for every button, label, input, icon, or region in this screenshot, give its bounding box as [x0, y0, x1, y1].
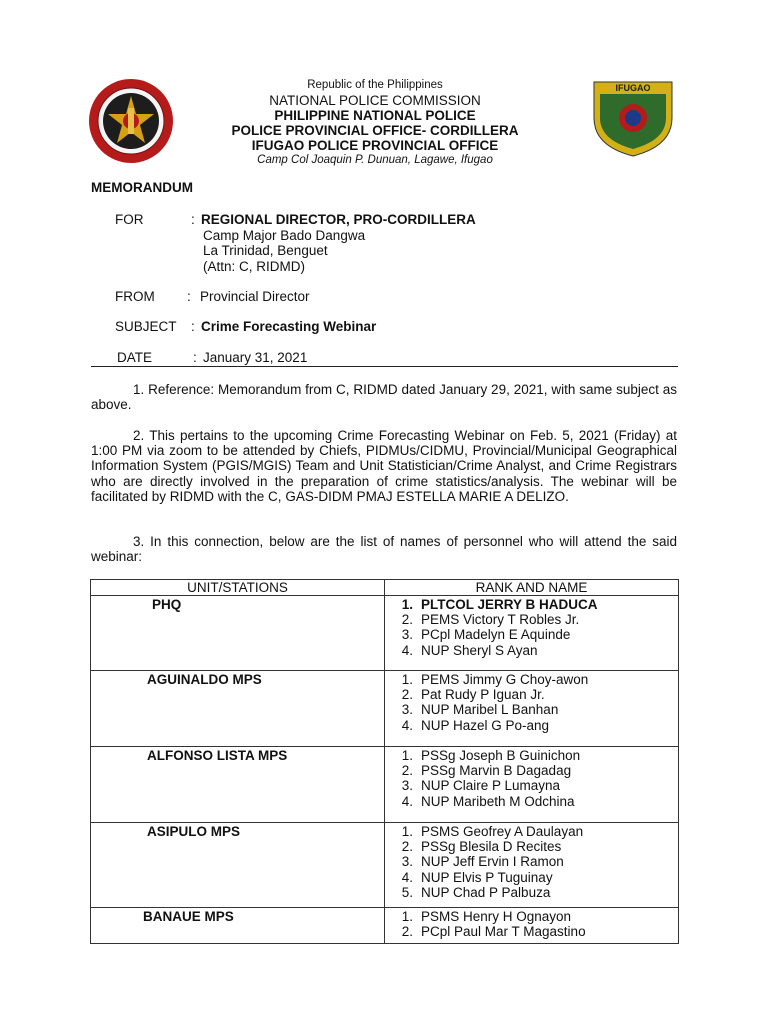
letterhead-address: Camp Col Joaquin P. Dunuan, Lagawe, Ifugao: [257, 154, 493, 166]
table-header-row: [91, 580, 679, 596]
list-item: 2. PCpl Paul Mar T Magastino: [401, 924, 586, 940]
letterhead: [180, 78, 570, 168]
for-address-line1: Camp Major Bado Dangwa: [203, 227, 366, 243]
date-colon: :: [193, 350, 197, 365]
table-row: [91, 596, 679, 671]
paragraph-webinar: [91, 428, 677, 504]
list-item: 2. PSSg Marvin B Dagadag: [401, 763, 572, 779]
unit-name: PHQ: [152, 597, 182, 612]
header-divider: [91, 366, 678, 367]
for-label: FOR: [115, 212, 144, 227]
svg-text:IFUGAO: IFUGAO: [615, 83, 651, 93]
letterhead-pnp: PHILIPPINE NATIONAL POLICE: [274, 108, 476, 123]
list-item: 3. NUP Jeff Ervin I Ramon: [401, 854, 564, 870]
from-value: Provincial Director: [200, 289, 310, 304]
paragraph-reference: [91, 382, 677, 412]
personnel-list: [385, 908, 678, 939]
list-item: 1. PSMS Henry H Ognayon: [401, 909, 572, 924]
list-item: 3. NUP Claire P Lumayna: [401, 778, 561, 794]
paragraph-reference-text: 1. Reference: Memorandum from C, RIDMD dated January 29, 2021, with same subject as above.: [91, 382, 677, 413]
for-colon: :: [191, 212, 195, 227]
letterhead-ifugao-ppo: IFUGAO POLICE PROVINCIAL OFFICE: [251, 138, 499, 153]
table-row: [91, 823, 679, 908]
personnel-list: [385, 823, 678, 900]
ifugao-shield-icon: [590, 78, 676, 158]
table-row: [91, 908, 679, 944]
personnel-table: [90, 579, 679, 944]
list-item: 4. NUP Sheryl S Ayan: [401, 642, 538, 658]
list-item: 4. NUP Hazel G Po-ang: [401, 717, 550, 733]
for-recipient: REGIONAL DIRECTOR, PRO-CORDILLERA: [201, 212, 476, 227]
paragraph-connection-text: 3. In this connection, below are the list of names of personnel who will attend the said webinar:: [91, 534, 677, 565]
subject-label: SUBJECT: [115, 319, 177, 334]
list-item: 2. PSSg Blesila D Recites: [401, 839, 562, 855]
list-item: 1. PSSg Joseph B Guinichon: [401, 748, 581, 763]
unit-name: ASIPULO MPS: [147, 824, 241, 839]
letterhead-ppo-cordillera: POLICE PROVINCIAL OFFICE- CORDILLERA: [231, 123, 519, 138]
paragraph-webinar-text: 2. This pertains to the upcoming Crime Forecasting Webinar on Feb. 5, 2021 (Friday) at 1:00 PM via zoom to be attended by Chiefs, PIDMUs/CIDMU, Provincial/Municipal Geographical Information System (PGIS/MGIS) Team and Unit Statistician/Crime Analyst, and Crime Registrars who are directly involved in the preparation of crime statistics/analysis. The webinar will be facilitated by RIDMD with the C, GAS-DIDM PMAJ ESTELLA MARIE A DELIZO.: [91, 428, 677, 504]
personnel-list: [385, 671, 678, 733]
for-address-line2: La Trinidad, Benguet: [203, 243, 328, 258]
subject-value: Crime Forecasting Webinar: [201, 319, 377, 334]
memo-title: MEMORANDUM: [91, 180, 193, 195]
table-row: [91, 671, 679, 747]
list-item: 2. Pat Rudy P Iguan Jr.: [401, 687, 545, 703]
unit-name: BANAUE MPS: [143, 909, 234, 924]
unit-name: AGUINALDO MPS: [147, 672, 262, 687]
list-item: 2. PEMS Victory T Robles Jr.: [401, 612, 580, 628]
letterhead-republic: Republic of the Philippines: [307, 79, 443, 91]
date-value: January 31, 2021: [203, 350, 308, 365]
unit-name: ALFONSO LISTA MPS: [147, 748, 288, 763]
list-item: 4. NUP Elvis P Tuguinay: [401, 869, 553, 885]
pnp-seal-icon: [88, 78, 174, 164]
date-label: DATE: [117, 350, 153, 365]
list-item: 3. NUP Maribel L Banhan: [401, 702, 559, 718]
list-item: 1. PEMS Jimmy G Choy-awon: [401, 672, 589, 687]
list-item: 4. NUP Maribeth M Odchina: [401, 793, 575, 809]
from-label: FROM: [115, 289, 155, 304]
list-item: 5. NUP Chad P Palbuza: [401, 884, 551, 900]
list-item: 3. PCpl Madelyn E Aquinde: [401, 627, 571, 643]
from-colon: :: [187, 289, 191, 304]
for-attention: (Attn: C, RIDMD): [203, 258, 306, 274]
table-row: [91, 747, 679, 823]
letterhead-napolcom: NATIONAL POLICE COMMISSION: [269, 93, 481, 108]
col-header-rank-name: RANK AND NAME: [385, 580, 679, 596]
paragraph-connection: [91, 534, 677, 564]
personnel-list: [385, 747, 678, 809]
subject-colon: :: [191, 319, 195, 334]
list-item: 1. PSMS Geofrey A Daulayan: [401, 824, 584, 839]
personnel-list: [385, 596, 678, 658]
col-header-unit: UNIT/STATIONS: [91, 580, 385, 596]
list-item: 1. PLTCOL JERRY B HADUCA: [401, 597, 598, 612]
